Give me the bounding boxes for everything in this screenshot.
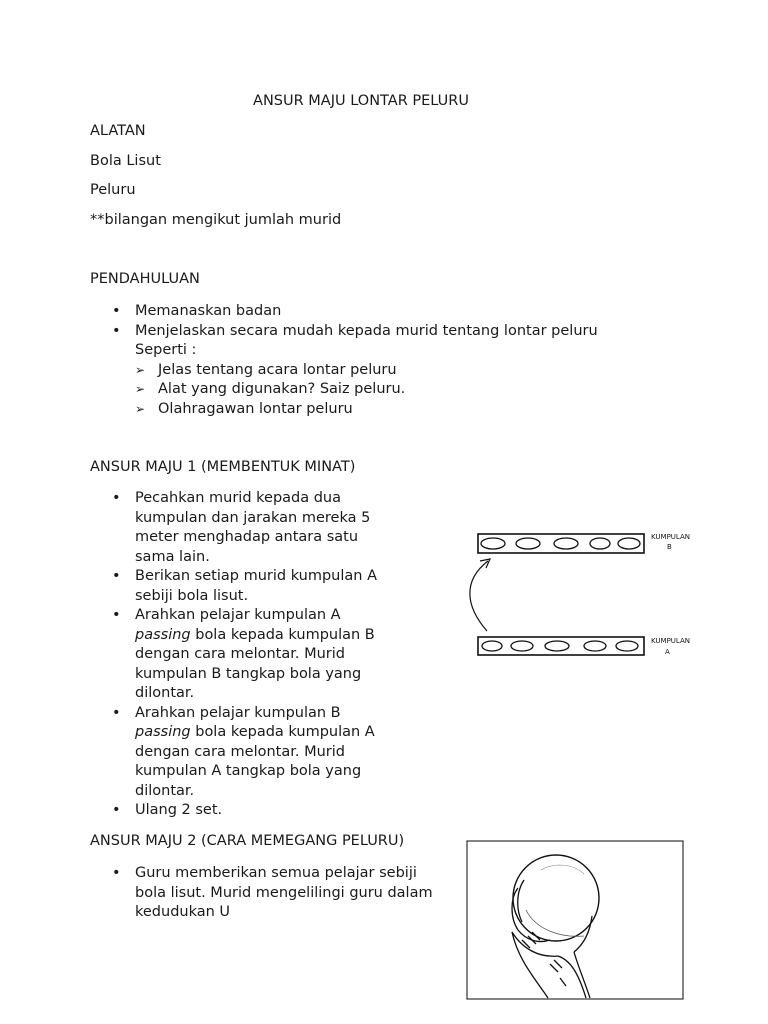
bullet-dot-icon: • (112, 607, 121, 623)
sublist-item: ➢ Alat yang digunakan? Saiz peluru. (135, 380, 598, 400)
arrowhead-bullet-icon: ➢ (135, 362, 146, 377)
pendahuluan-heading: PENDAHULUAN (90, 271, 200, 287)
sublist-item: ➢ Olahragawan lontar peluru (135, 400, 598, 420)
group-formation-diagram (440, 503, 706, 673)
list-item: • Guru memberikan semua pelajar sebiji bola lisut. Murid mengelilingi guru dalam kedudukan U (112, 865, 433, 920)
am1-heading: ANSUR MAJU 1 (MEMBENTUK MINAT) (90, 459, 356, 475)
list-item: • Ulang 2 set. (90, 801, 377, 821)
bullet-dot-icon: • (112, 303, 121, 319)
sublist-item: ➢ Jelas tentang acara lontar peluru (135, 361, 598, 381)
document-title: ANSUR MAJU LONTAR PELURU (253, 93, 469, 109)
list-item: • Arahkan pelajar kumpulan B passing bola kepada kumpulan A dengan cara melontar. Murid kumpulan A tangkap bola yang dilontar. (112, 704, 375, 799)
bullet-dot-icon: • (112, 322, 121, 339)
alatan-item: Bola Lisut (90, 153, 161, 169)
alatan-note: **bilangan mengikut jumlah murid (90, 212, 342, 228)
am1-list (90, 489, 377, 821)
am2-heading: ANSUR MAJU 2 (CARA MEMEGANG PELURU) (90, 833, 405, 849)
arrowhead-bullet-icon: ➢ (135, 401, 146, 416)
bullet-dot-icon: • (112, 704, 121, 721)
list-item: • Menjelaskan secara mudah kepada murid tentang lontar peluru Seperti : ➢ Jelas tentang acara lontar peluru ➢ Alat yang digunakan? Saiz peluru. ➢ Olahragawan lontar peluru (90, 322, 598, 420)
figure-frame (467, 841, 683, 999)
bullet-dot-icon: • (112, 490, 121, 506)
sublist (135, 361, 598, 420)
alatan-item: Peluru (90, 182, 136, 198)
bullet-dot-icon: • (112, 802, 121, 818)
pendahuluan-list (90, 302, 598, 419)
curved-arrow-icon (470, 561, 488, 631)
group-b-letter: B (667, 543, 672, 551)
hand-holding-ball-illustration (466, 840, 684, 1000)
bullet-dot-icon: • (112, 865, 121, 881)
list-item: • Berikan setiap murid kumpulan A sebiji bola lisut. (112, 568, 377, 604)
list-item: • Memanaskan badan (90, 302, 598, 322)
group-a-letter: A (665, 648, 670, 656)
group-b-label: KUMPULAN (651, 533, 690, 541)
am2-list (90, 864, 433, 923)
list-item: • Arahkan pelajar kumpulan A passing bola kepada kumpulan B dengan cara melontar. Murid kumpulan B tangkap bola yang dilontar. (112, 607, 375, 701)
arrowhead-bullet-icon: ➢ (135, 382, 146, 396)
alatan-heading: ALATAN (90, 123, 146, 139)
group-b-row (478, 534, 644, 553)
bullet-dot-icon: • (112, 568, 121, 584)
group-a-row (478, 637, 644, 655)
list-item: • Pecahkan murid kepada dua kumpulan dan jarakan mereka 5 meter menghadap antara satu sama lain. (112, 490, 371, 565)
group-a-label: KUMPULAN (651, 637, 690, 645)
